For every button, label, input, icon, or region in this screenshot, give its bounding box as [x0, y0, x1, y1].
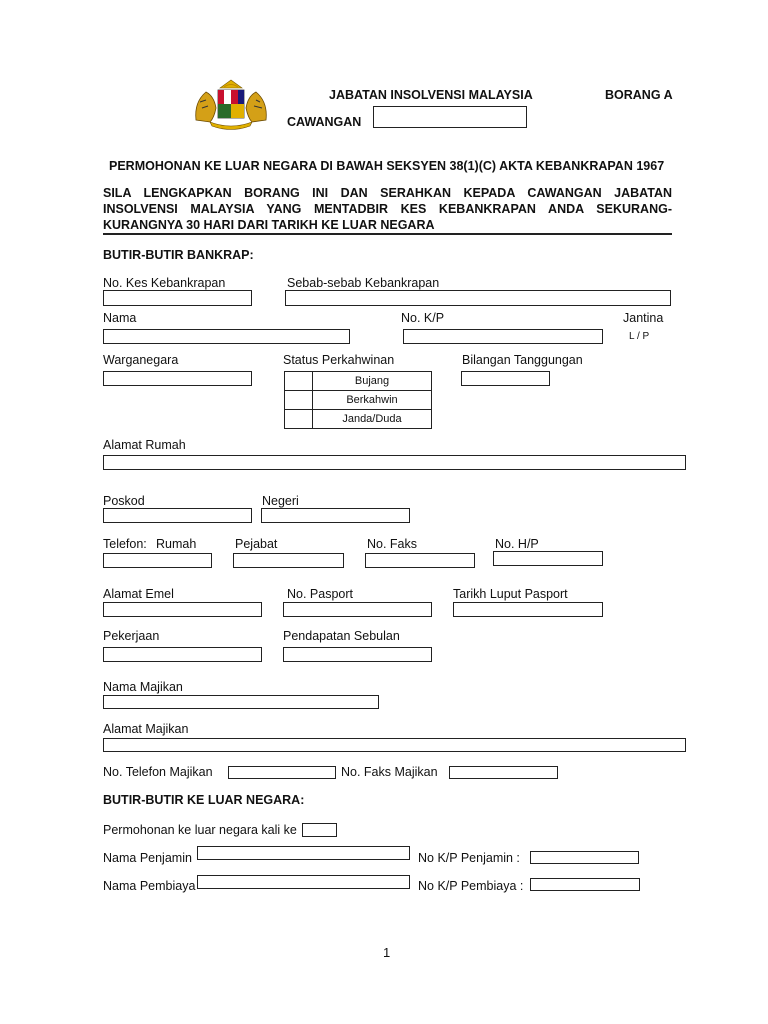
case-no-field[interactable]	[103, 290, 252, 306]
name-field[interactable]	[103, 329, 350, 344]
table-row	[285, 372, 432, 391]
divider	[103, 233, 672, 235]
gender-label: Jantina	[623, 311, 664, 325]
case-no-label: No. Kes Kebankrapan	[103, 276, 226, 290]
employer-phone-label: No. Telefon Majikan	[103, 765, 213, 779]
marital-status-label: Status Perkahwinan	[283, 353, 395, 367]
phone-home-label: Rumah	[156, 537, 197, 551]
email-field[interactable]	[103, 602, 262, 617]
email-label: Alamat Emel	[103, 587, 174, 601]
occupation-label: Pekerjaan	[103, 629, 160, 643]
employer-phone-field[interactable]	[228, 766, 336, 779]
dependents-field[interactable]	[461, 371, 550, 386]
instruction-line: KURANGNYA 30 HARI DARI TARIKH KE LUAR NEGARA	[103, 218, 435, 232]
guarantor-ic-label: No K/P Penjamin :	[418, 851, 520, 865]
table-row	[285, 391, 432, 410]
guarantor-name-label: Nama Penjamin	[103, 851, 192, 865]
passport-expiry-field[interactable]	[453, 602, 603, 617]
section-heading-travel: BUTIR-BUTIR KE LUAR NEGARA:	[103, 793, 305, 807]
employer-address-label: Alamat Majikan	[103, 722, 189, 736]
guarantor-name-field[interactable]	[197, 846, 410, 860]
income-field[interactable]	[283, 647, 432, 662]
phone-label: Telefon:	[103, 537, 147, 551]
occupation-field[interactable]	[103, 647, 262, 662]
passport-no-field[interactable]	[283, 602, 432, 617]
option-single: Bujang	[313, 372, 432, 391]
ic-no-field[interactable]	[403, 329, 603, 344]
instruction-line: SILA LENGKAPKAN BORANG INI DAN SERAHKAN KEPADA CAWANGAN JABATAN	[103, 186, 672, 200]
employer-name-label: Nama Majikan	[103, 680, 183, 694]
sponsor-ic-field[interactable]	[530, 878, 640, 891]
passport-no-label: No. Pasport	[287, 587, 354, 601]
instruction-text	[103, 185, 672, 233]
sponsor-name-field[interactable]	[197, 875, 410, 889]
coat-of-arms-icon	[190, 78, 272, 132]
application-count-label: Permohonan ke luar negara kali ke	[103, 823, 297, 837]
state-field[interactable]	[261, 508, 410, 523]
phone-office-label: Pejabat	[235, 537, 278, 551]
reasons-label: Sebab-sebab Kebankrapan	[287, 276, 440, 290]
employer-address-field[interactable]	[103, 738, 686, 752]
branch-label: CAWANGAN	[287, 115, 362, 129]
employer-fax-field[interactable]	[449, 766, 558, 779]
option-married: Berkahwin	[313, 391, 432, 410]
guarantor-ic-field[interactable]	[530, 851, 639, 864]
ic-no-label: No. K/P	[401, 311, 445, 325]
form-code: BORANG A	[605, 88, 673, 102]
name-label: Nama	[103, 311, 137, 325]
hp-label: No. H/P	[495, 537, 539, 551]
agency-name: JABATAN INSOLVENSI MALAYSIA	[329, 88, 533, 102]
state-label: Negeri	[262, 494, 299, 508]
hp-field[interactable]	[493, 551, 603, 566]
gender-options[interactable]: L / P	[629, 331, 650, 342]
dependents-label: Bilangan Tanggungan	[462, 353, 583, 367]
citizenship-field[interactable]	[103, 371, 252, 386]
table-row	[285, 410, 432, 429]
postcode-field[interactable]	[103, 508, 252, 523]
section-heading-bankrupt: BUTIR-BUTIR BANKRAP:	[103, 248, 254, 262]
checkbox-single[interactable]	[285, 372, 313, 391]
sponsor-name-label: Nama Pembiaya	[103, 879, 196, 893]
page-number: 1	[383, 945, 391, 960]
fax-label: No. Faks	[367, 537, 418, 551]
checkbox-widowed[interactable]	[285, 410, 313, 429]
checkbox-married[interactable]	[285, 391, 313, 410]
phone-home-field[interactable]	[103, 553, 212, 568]
form-title: PERMOHONAN KE LUAR NEGARA DI BAWAH SEKSYEN 38(1)(C) AKTA KEBANKRAPAN 1967	[109, 159, 665, 173]
application-count-field[interactable]	[302, 823, 337, 837]
postcode-label: Poskod	[103, 494, 145, 508]
branch-field[interactable]	[373, 106, 527, 128]
home-address-field[interactable]	[103, 455, 686, 470]
phone-office-field[interactable]	[233, 553, 344, 568]
marital-status-table	[284, 371, 432, 429]
option-widowed: Janda/Duda	[313, 410, 432, 429]
employer-name-field[interactable]	[103, 695, 379, 709]
reasons-field[interactable]	[285, 290, 671, 306]
citizenship-label: Warganegara	[103, 353, 179, 367]
income-label: Pendapatan Sebulan	[283, 629, 400, 643]
sponsor-ic-label: No K/P Pembiaya :	[418, 879, 524, 893]
instruction-line: INSOLVENSI MALAYSIA YANG MENTADBIR KES KEBANKRAPAN ANDA SEKURANG-	[103, 202, 672, 216]
employer-fax-label: No. Faks Majikan	[341, 765, 438, 779]
home-address-label: Alamat Rumah	[103, 438, 186, 452]
passport-expiry-label: Tarikh Luput Pasport	[453, 587, 568, 601]
fax-field[interactable]	[365, 553, 475, 568]
